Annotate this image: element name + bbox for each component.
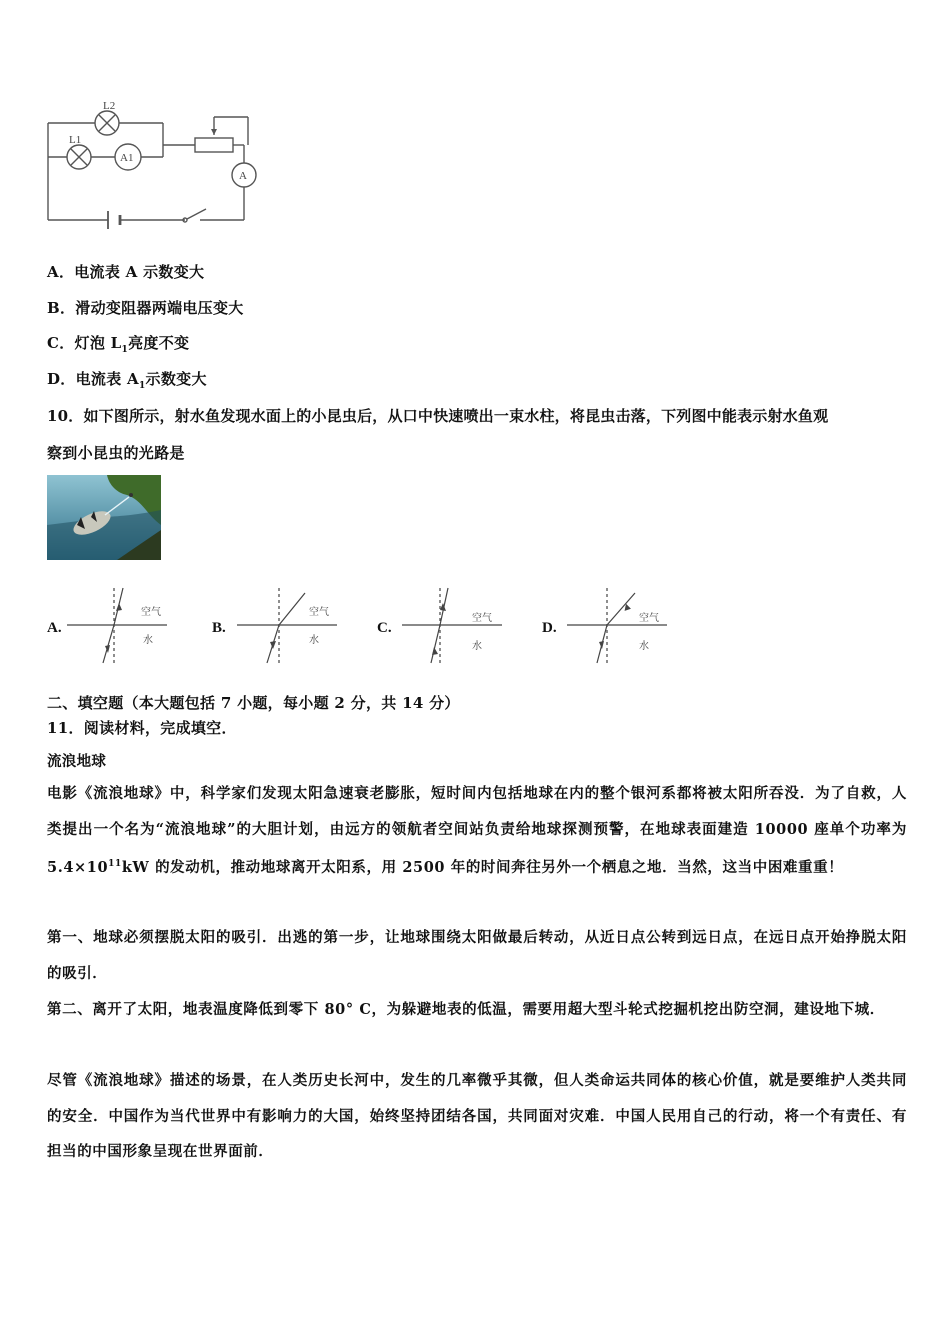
- option-letter: A．: [47, 263, 75, 281]
- option-text: 滑动变阻器两端电压变大: [75, 299, 244, 317]
- option-a: [47, 261, 204, 282]
- water-label: 水: [472, 641, 482, 652]
- section-2-heading: 二、填空题（本大题包括 7 小题，每小题 2 分，共 14 分）: [47, 694, 460, 712]
- option-letter: C．: [47, 334, 75, 352]
- water-label: 水: [309, 635, 319, 646]
- ray-diagram-d: [567, 585, 677, 670]
- exponent: 11: [108, 859, 122, 869]
- ray-diagram-a: [67, 585, 177, 670]
- paragraph-text: kW 的发动机，推动地球离开太阳系，用 2500 年的时间奔往另外一个栖息之地．当然，这当中困难重重！: [121, 858, 844, 876]
- lamp-l1-label: L1: [69, 134, 82, 146]
- air-label: 空气: [309, 607, 329, 618]
- article-paragraph-1: [47, 776, 907, 885]
- option-text: 灯泡 L: [74, 334, 122, 352]
- option-c: [47, 332, 189, 355]
- option-subscript: 1: [121, 345, 129, 355]
- ray-option-c-letter: C.: [377, 620, 392, 636]
- option-text: 电流表 A: [75, 370, 139, 388]
- option-text: 电流表 A 示数变大: [74, 263, 205, 281]
- ray-diagram-c: [402, 585, 512, 670]
- question-11: 11．阅读材料，完成填空．: [47, 719, 237, 737]
- archer-fish-photo: [47, 475, 161, 560]
- option-b: [47, 297, 244, 318]
- lamp-l2-label: L2: [103, 100, 116, 112]
- question-10-line2: 察到小昆虫的光路是: [47, 444, 185, 462]
- ray-option-b-letter: B.: [212, 620, 226, 636]
- ray-diagram-b: [237, 585, 347, 670]
- option-letter: B．: [47, 299, 76, 317]
- circuit-diagram: [40, 95, 270, 230]
- article-title: 流浪地球: [47, 753, 107, 770]
- air-label: 空气: [472, 613, 492, 624]
- article-paragraph-2: 第一、地球必须摆脱太阳的吸引．出逃的第一步，让地球围绕太阳做最后转动，从近日点公转到远日点，在远日点开始挣脱太阳的吸引．: [47, 929, 907, 982]
- option-text: 亮度不变: [128, 334, 190, 352]
- air-label: 空气: [639, 613, 659, 624]
- air-label: 空气: [141, 607, 161, 618]
- question-10-line1: 10．如下图所示，射水鱼发现水面上的小昆虫后，从口中快速喷出一束水柱，将昆虫击落，下列图中能表示射水鱼观: [47, 407, 829, 425]
- option-text: 示数变大: [145, 370, 207, 388]
- ammeter-a-label: A: [239, 170, 247, 182]
- option-d: [47, 368, 207, 391]
- paragraph-text: 电影《流浪地球》中，科学家们发现太阳急速衰老膨胀，短时间内包括地球在内的整个银河系都将被太阳所吞没．为了自救，人类提出一个名为“流浪地球”的大胆计划，由远方的领航者空间站负责给地球探测预警，在地球表面建造 10000 座单个功率为 5.4×10: [47, 785, 907, 876]
- ammeter-a1-label: A1: [120, 152, 134, 164]
- water-label: 水: [143, 635, 153, 646]
- ray-option-d-letter: D.: [542, 620, 557, 636]
- article-paragraph-3: 第二、离开了太阳，地表温度降低到零下 80° C，为躲避地表的低温，需要用超大型斗轮式挖掘机挖出防空洞，建设地下城．: [47, 1001, 885, 1018]
- ray-option-a-letter: A.: [47, 620, 62, 636]
- option-subscript: 1: [138, 381, 146, 391]
- article-paragraph-4: 尽管《流浪地球》描述的场景，在人类历史长河中，发生的几率微乎其微，但人类命运共同体的核心价值，就是要维护人类共同的安全．中国作为当代世界中有影响力的大国，始终坚持团结各国，共同面对灾难．中国人民用自己的行动，将一个有责任、有担当的中国形象呈现在世界面前．: [47, 1072, 907, 1160]
- water-label: 水: [639, 641, 649, 652]
- option-letter: D．: [47, 370, 76, 388]
